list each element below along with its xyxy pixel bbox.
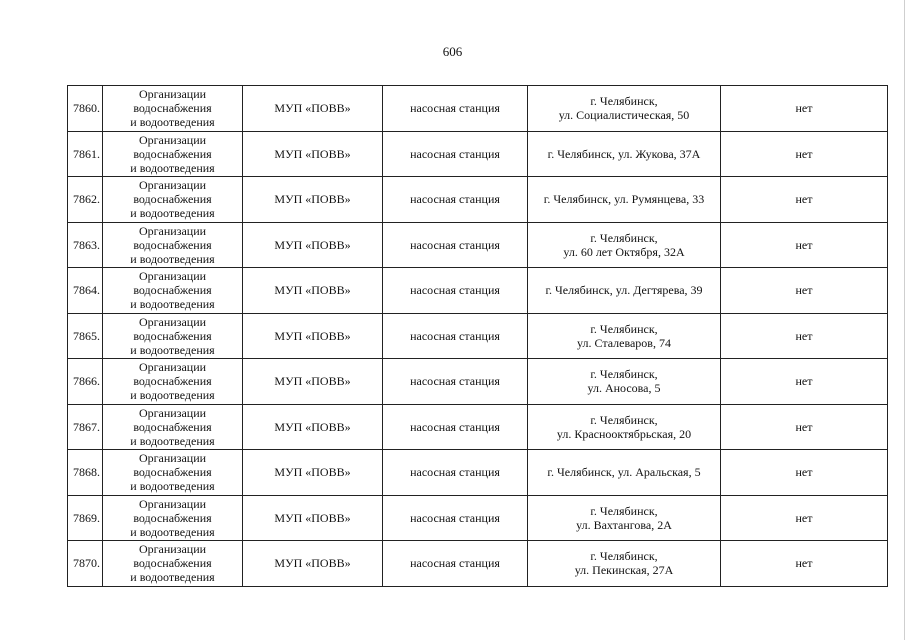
address-cell [528, 131, 721, 177]
organization-cell: МУП «ПОВВ» [243, 450, 383, 496]
category-line: и водоотведения [130, 251, 215, 266]
address-cell [528, 268, 721, 314]
object-type-cell: насосная станция [383, 313, 528, 359]
category-line: водоснабжения [133, 419, 212, 434]
category-line: водоснабжения [133, 510, 212, 525]
note-cell: нет [721, 404, 888, 450]
organization-cell: МУП «ПОВВ» [243, 495, 383, 541]
row-number-cell: 7869. [68, 495, 103, 541]
address-line: г. Челябинск, [590, 367, 658, 382]
note-cell: нет [721, 450, 888, 496]
organization-cell: МУП «ПОВВ» [243, 131, 383, 177]
table-row [68, 177, 888, 223]
address-line: г. Челябинск, [590, 503, 658, 518]
note-cell: нет [721, 313, 888, 359]
object-type-cell: насосная станция [383, 86, 528, 132]
note-cell: нет [721, 222, 888, 268]
address-line: г. Челябинск, [590, 321, 658, 336]
address-line: г. Челябинск, [590, 549, 658, 564]
address-line: г. Челябинск, ул. Дегтярева, 39 [545, 283, 703, 298]
category-line: и водоотведения [130, 524, 215, 539]
note-cell: нет [721, 131, 888, 177]
category-line: Организации [138, 314, 207, 329]
table-row [68, 131, 888, 177]
category-cell [103, 313, 243, 359]
organization-cell: МУП «ПОВВ» [243, 359, 383, 405]
category-line: водоснабжения [133, 556, 212, 571]
category-line: и водоотведения [130, 388, 215, 403]
table-row [68, 86, 888, 132]
note-cell: нет [721, 541, 888, 587]
object-type-cell: насосная станция [383, 177, 528, 223]
category-line: Организации [138, 178, 207, 193]
category-line: Организации [138, 223, 207, 238]
category-line: и водоотведения [130, 479, 215, 494]
object-type-cell: насосная станция [383, 404, 528, 450]
row-number-cell: 7864. [68, 268, 103, 314]
address-line: ул. Пекинская, 27А [574, 563, 674, 578]
registry-table [67, 85, 888, 587]
row-number-cell: 7868. [68, 450, 103, 496]
organization-cell: МУП «ПОВВ» [243, 86, 383, 132]
address-cell [528, 222, 721, 268]
table-body [68, 86, 888, 587]
category-cell [103, 268, 243, 314]
address-cell [528, 177, 721, 223]
category-line: и водоотведения [130, 206, 215, 221]
object-type-cell: насосная станция [383, 541, 528, 587]
address-line: г. Челябинск, [590, 230, 658, 245]
address-line: ул. 60 лет Октября, 32А [563, 244, 685, 259]
address-line: г. Челябинск, [590, 412, 658, 427]
address-line: г. Челябинск, ул. Аральская, 5 [547, 465, 701, 480]
organization-cell: МУП «ПОВВ» [243, 222, 383, 268]
object-type-cell: насосная станция [383, 268, 528, 314]
category-line: водоснабжения [133, 192, 212, 207]
category-line: и водоотведения [130, 160, 215, 175]
address-line: ул. Вахтангова, 2А [576, 517, 672, 532]
category-line: Организации [138, 542, 207, 557]
table-row [68, 222, 888, 268]
address-cell [528, 86, 721, 132]
address-cell [528, 313, 721, 359]
category-line: водоснабжения [133, 328, 212, 343]
address-line: ул. Социалистическая, 50 [558, 108, 690, 123]
category-line: Организации [138, 87, 207, 102]
address-line: г. Челябинск, ул. Жукова, 37А [547, 146, 701, 161]
note-cell: нет [721, 86, 888, 132]
organization-cell: МУП «ПОВВ» [243, 177, 383, 223]
table-row [68, 541, 888, 587]
category-line: водоснабжения [133, 465, 212, 480]
category-line: водоснабжения [133, 283, 212, 298]
category-line: Организации [138, 496, 207, 511]
row-number-cell: 7861. [68, 131, 103, 177]
organization-cell: МУП «ПОВВ» [243, 404, 383, 450]
address-line: ул. Сталеваров, 74 [577, 335, 671, 350]
object-type-cell: насосная станция [383, 495, 528, 541]
category-line: Организации [138, 451, 207, 466]
row-number-cell: 7866. [68, 359, 103, 405]
category-line: и водоотведения [130, 433, 215, 448]
object-type-cell: насосная станция [383, 131, 528, 177]
category-line: и водоотведения [130, 115, 215, 130]
row-number-cell: 7863. [68, 222, 103, 268]
row-number-cell: 7865. [68, 313, 103, 359]
category-cell [103, 222, 243, 268]
category-cell [103, 86, 243, 132]
table-row [68, 268, 888, 314]
category-line: Организации [138, 360, 207, 375]
category-cell [103, 359, 243, 405]
address-cell [528, 450, 721, 496]
object-type-cell: насосная станция [383, 359, 528, 405]
row-number-cell: 7860. [68, 86, 103, 132]
category-cell [103, 404, 243, 450]
category-line: и водоотведения [130, 570, 215, 585]
category-line: Организации [138, 405, 207, 420]
address-line: ул. Краснооктябрьская, 20 [556, 426, 692, 441]
table-row [68, 313, 888, 359]
address-cell [528, 404, 721, 450]
category-line: водоснабжения [133, 101, 212, 116]
row-number-cell: 7870. [68, 541, 103, 587]
table-row [68, 450, 888, 496]
table-row [68, 404, 888, 450]
page-number: 606 [442, 44, 463, 59]
organization-cell: МУП «ПОВВ» [243, 313, 383, 359]
object-type-cell: насосная станция [383, 222, 528, 268]
category-cell [103, 177, 243, 223]
address-cell [528, 495, 721, 541]
address-line: г. Челябинск, [590, 94, 658, 109]
address-cell [528, 541, 721, 587]
category-line: водоснабжения [133, 146, 212, 161]
address-line: г. Челябинск, ул. Румянцева, 33 [543, 192, 705, 207]
row-number-cell: 7867. [68, 404, 103, 450]
category-cell [103, 131, 243, 177]
note-cell: нет [721, 177, 888, 223]
category-cell [103, 495, 243, 541]
address-cell [528, 359, 721, 405]
category-line: Организации [138, 132, 207, 147]
category-line: и водоотведения [130, 342, 215, 357]
category-cell [103, 541, 243, 587]
category-line: Организации [138, 269, 207, 284]
table-row [68, 359, 888, 405]
category-line: водоснабжения [133, 237, 212, 252]
note-cell: нет [721, 268, 888, 314]
organization-cell: МУП «ПОВВ» [243, 541, 383, 587]
row-number-cell: 7862. [68, 177, 103, 223]
table-row [68, 495, 888, 541]
address-line: ул. Аносова, 5 [587, 381, 661, 396]
object-type-cell: насосная станция [383, 450, 528, 496]
note-cell: нет [721, 495, 888, 541]
organization-cell: МУП «ПОВВ» [243, 268, 383, 314]
category-cell [103, 450, 243, 496]
note-cell: нет [721, 359, 888, 405]
category-line: водоснабжения [133, 374, 212, 389]
category-line: и водоотведения [130, 297, 215, 312]
